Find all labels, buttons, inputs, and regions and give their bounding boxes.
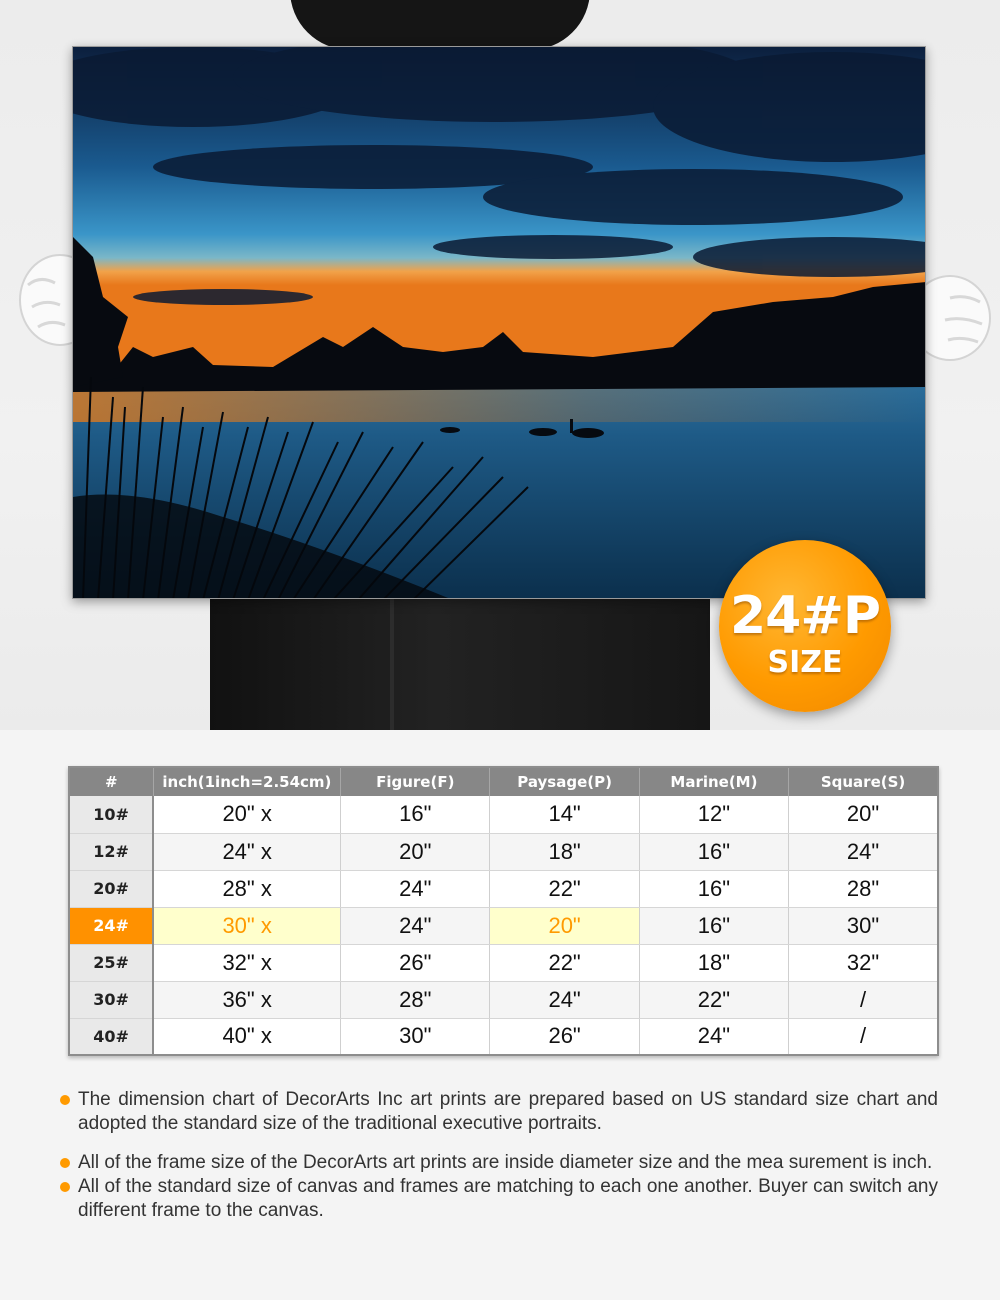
square-cell: 24" [789, 833, 938, 870]
badge-size-label: SIZE [767, 645, 843, 680]
paysage-cell: 20" [490, 907, 639, 944]
figure-cell: 30" [341, 1018, 490, 1055]
paysage-cell: 24" [490, 981, 639, 1018]
figure-cell: 28" [341, 981, 490, 1018]
table-row [69, 796, 938, 833]
marine-cell: 16" [639, 870, 788, 907]
figure-cell: 16" [341, 796, 490, 833]
inch-cell: 24" x [153, 833, 340, 870]
size-number-cell: 10# [69, 796, 153, 833]
col-header-figure: Figure(F) [341, 767, 490, 796]
model-body [210, 590, 710, 730]
badge-size-code: 24#P [729, 586, 881, 646]
bullet-icon [60, 1095, 70, 1105]
col-header-inch: inch(1inch=2.54cm) [153, 767, 340, 796]
inch-cell: 20" x [153, 796, 340, 833]
size-number-cell: 25# [69, 944, 153, 981]
col-header-number: # [69, 767, 153, 796]
note-text: All of the standard size of canvas and frames are matching to each one another. Buyer can switch any different frame to the canvas. [78, 1176, 938, 1221]
bullet-icon [60, 1182, 70, 1192]
table-header-row [69, 767, 938, 796]
paysage-cell: 22" [490, 944, 639, 981]
sunset-lake-scene [73, 47, 926, 599]
paysage-cell: 22" [490, 870, 639, 907]
col-header-square: Square(S) [789, 767, 938, 796]
square-cell: 30" [789, 907, 938, 944]
note-item [58, 1151, 938, 1175]
square-cell: / [789, 1018, 938, 1055]
model-head [290, 0, 590, 50]
table-row [69, 1018, 938, 1055]
marine-cell: 12" [639, 796, 788, 833]
col-header-paysage: Paysage(P) [490, 767, 639, 796]
marine-cell: 16" [639, 833, 788, 870]
table-row [69, 981, 938, 1018]
marine-cell: 16" [639, 907, 788, 944]
bullet-icon [60, 1158, 70, 1168]
figure-cell: 24" [341, 907, 490, 944]
marine-cell: 24" [639, 1018, 788, 1055]
figure-cell: 24" [341, 870, 490, 907]
size-number-cell: 30# [69, 981, 153, 1018]
square-cell: 32" [789, 944, 938, 981]
size-chart-table [68, 766, 939, 1056]
paysage-cell: 14" [490, 796, 639, 833]
size-number-cell: 24# [69, 907, 153, 944]
note-text: All of the frame size of the DecorArts art prints are inside diameter size and the mea surement is inch. [78, 1152, 933, 1173]
size-number-cell: 20# [69, 870, 153, 907]
square-cell: 20" [789, 796, 938, 833]
inch-cell: 32" x [153, 944, 340, 981]
note-item [58, 1175, 938, 1223]
canvas-print-image [72, 46, 926, 599]
notes-list [58, 1088, 938, 1223]
table-row [69, 833, 938, 870]
figure-cell: 26" [341, 944, 490, 981]
size-number-cell: 12# [69, 833, 153, 870]
col-header-marine: Marine(M) [639, 767, 788, 796]
square-cell: / [789, 981, 938, 1018]
square-cell: 28" [789, 870, 938, 907]
note-text: The dimension chart of DecorArts Inc art prints are prepared based on US standard size chart and adopted the standard size of the traditional executive portraits. [78, 1089, 938, 1134]
table-row [69, 870, 938, 907]
inch-cell: 36" x [153, 981, 340, 1018]
inch-cell: 40" x [153, 1018, 340, 1055]
marine-cell: 22" [639, 981, 788, 1018]
size-number-cell: 40# [69, 1018, 153, 1055]
table-row-highlighted [69, 907, 938, 944]
table-row [69, 944, 938, 981]
paysage-cell: 18" [490, 833, 639, 870]
inch-cell: 30" x [153, 907, 340, 944]
paysage-cell: 26" [490, 1018, 639, 1055]
note-item [58, 1088, 938, 1136]
size-badge [719, 540, 891, 712]
figure-cell: 20" [341, 833, 490, 870]
marine-cell: 18" [639, 944, 788, 981]
inch-cell: 28" x [153, 870, 340, 907]
